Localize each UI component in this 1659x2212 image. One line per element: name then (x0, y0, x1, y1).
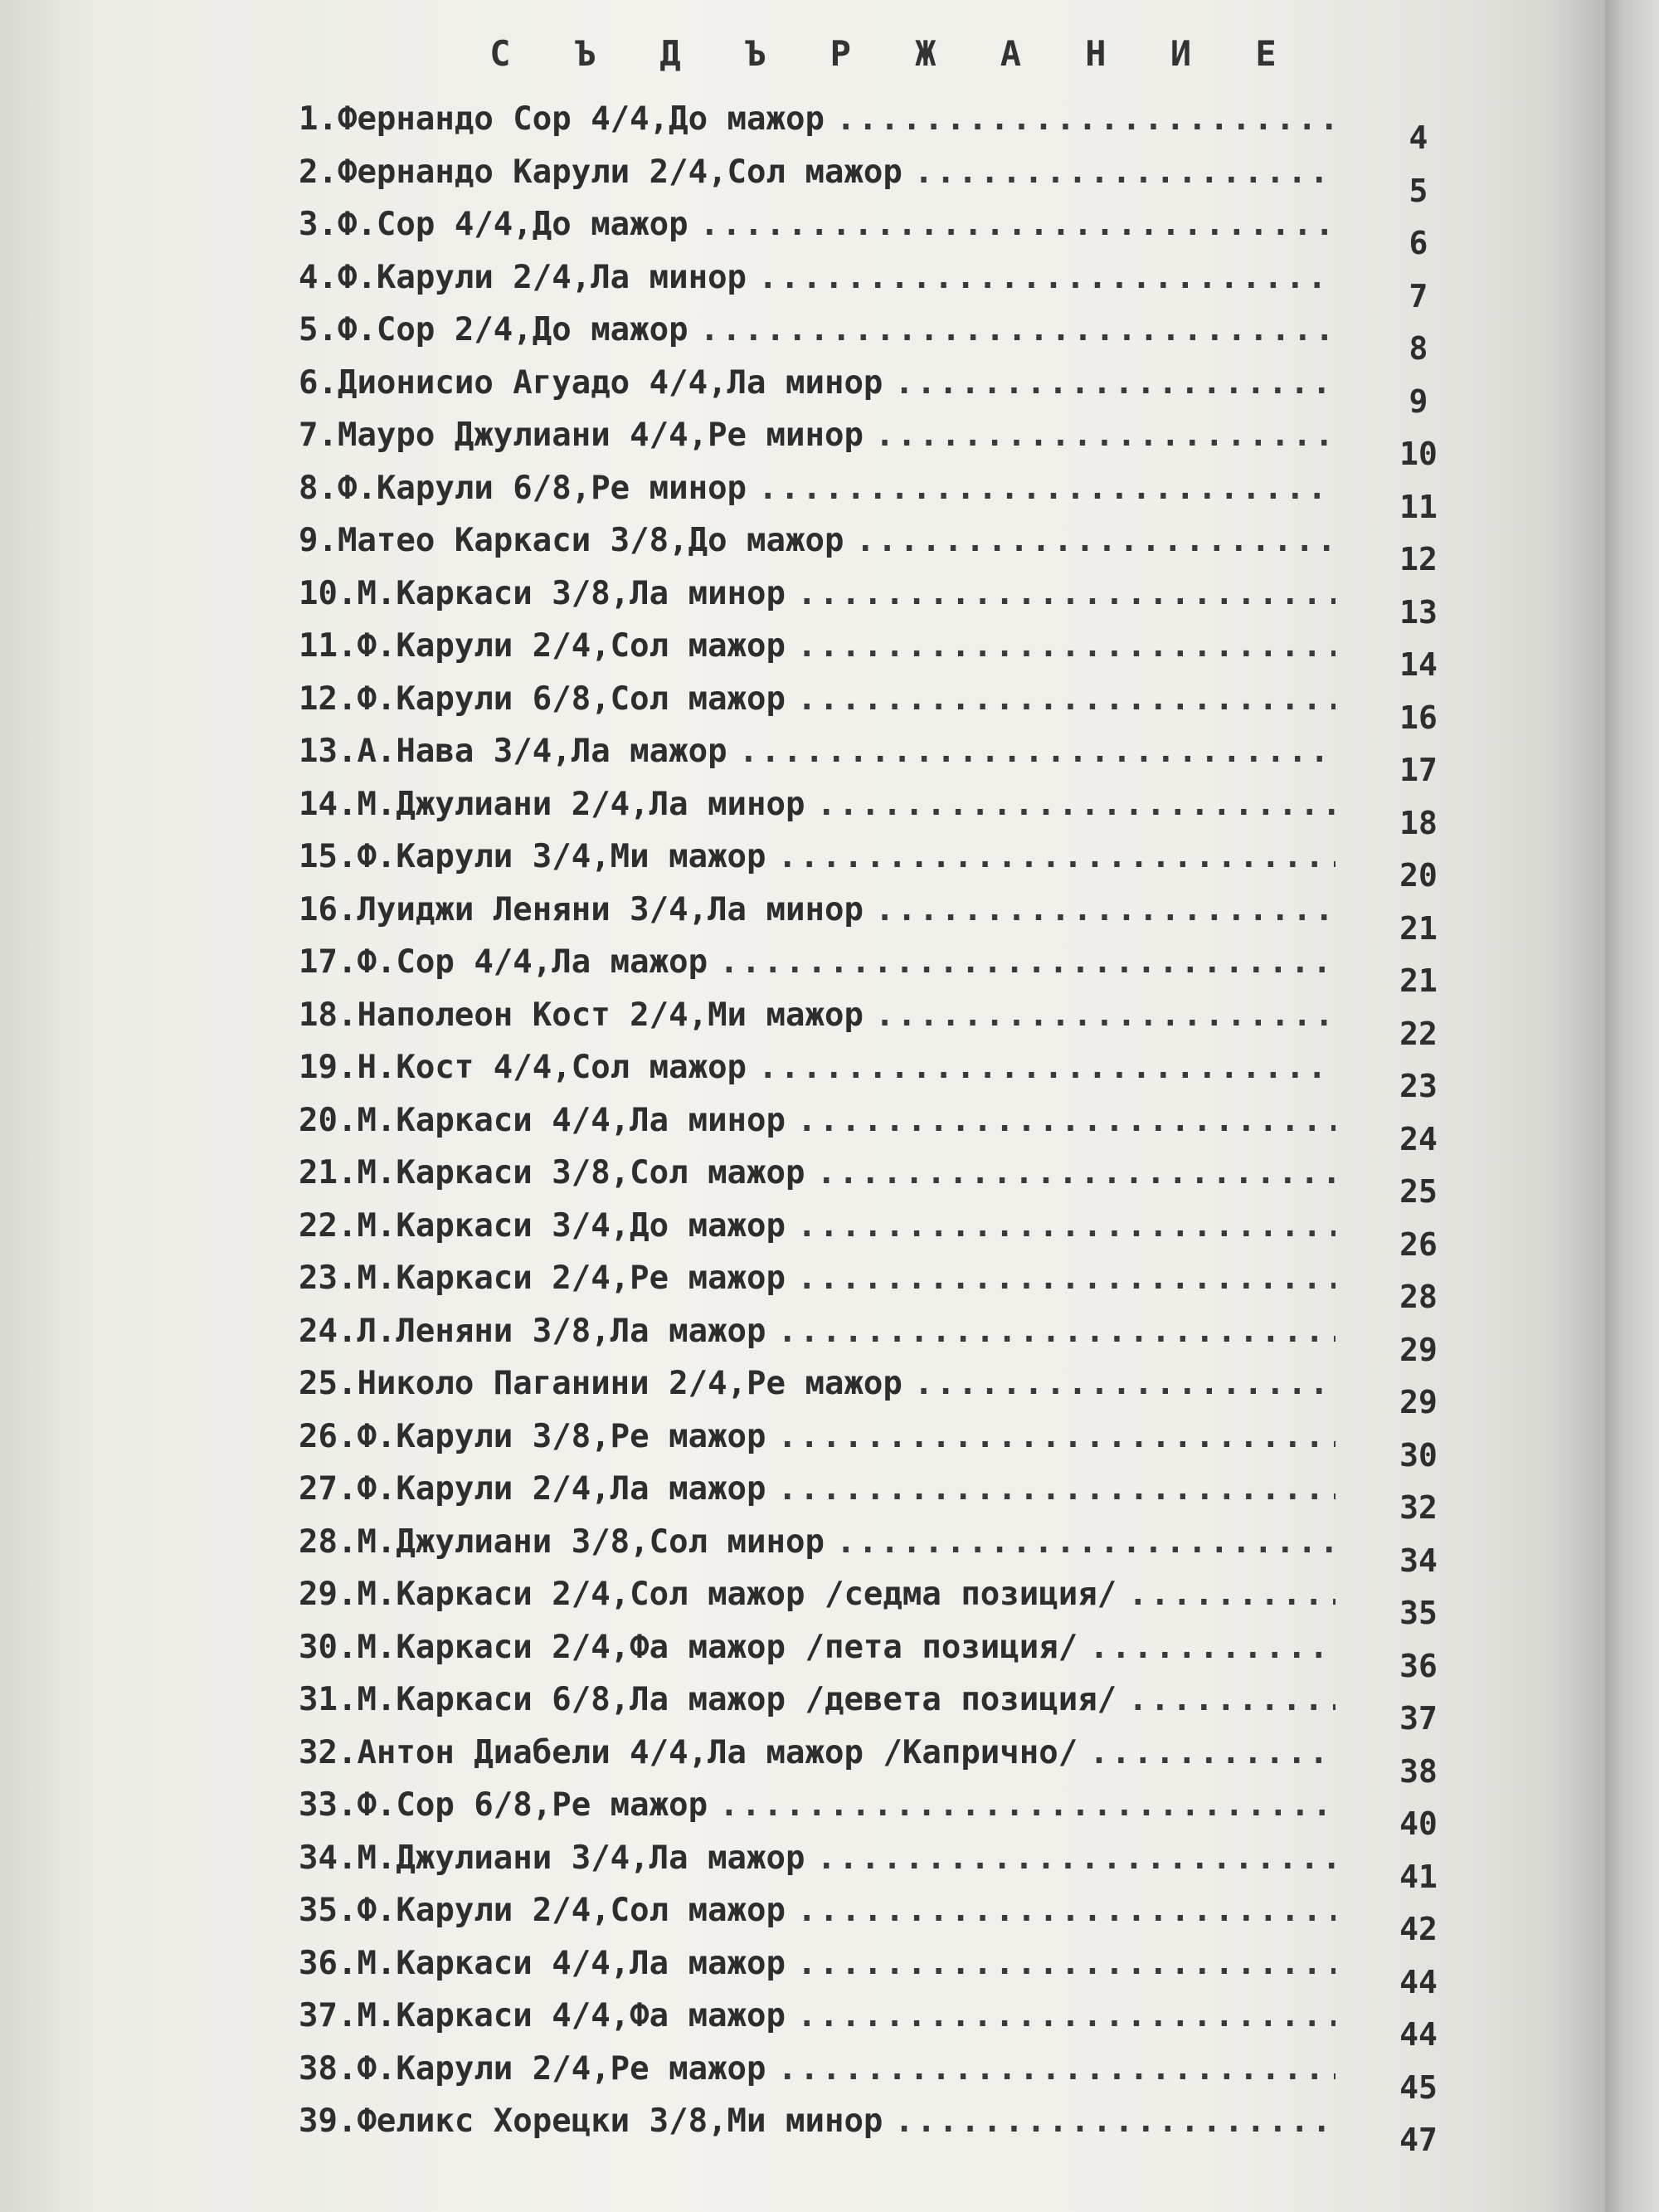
toc-entry-text: 23.М.Каркаси 2/4,Ре мажор (299, 1259, 786, 1297)
toc-row (299, 1678, 1468, 1737)
dot-leader (1089, 1732, 1335, 1775)
toc-row (299, 678, 1468, 736)
toc-entry-text: 33.Ф.Сор 6/8,Ре мажор (299, 1786, 708, 1824)
toc-entry-text: 13.А.Нава 3/4,Ла мажор (299, 733, 727, 770)
toc-entry-text: 16.Луиджи Леняни 3/4,Ла минор (299, 890, 864, 928)
toc-page-number: 8 (1408, 330, 1428, 367)
dot-leader (1128, 1573, 1335, 1616)
toc-page-number: 20 (1399, 857, 1438, 894)
toc-page-number: 35 (1399, 1595, 1438, 1631)
toc-page-number: 10 (1399, 436, 1438, 472)
toc-row (299, 309, 1468, 367)
toc-page-number: 4 (1408, 119, 1428, 156)
toc-row (299, 1784, 1468, 1842)
toc-row (299, 1468, 1468, 1526)
dot-leader (816, 1837, 1335, 1880)
toc-entry-text: 10.М.Каркаси 3/8,Ла минор (299, 574, 786, 612)
toc-row (299, 1362, 1468, 1420)
toc-entry-text: 19.Н.Кост 4/4,Сол мажор (299, 1049, 747, 1086)
toc-entry-text: 22.М.Каркаси 3/4,До мажор (299, 1206, 786, 1245)
toc-row (299, 1889, 1468, 1947)
toc-entry-text: 20.М.Каркаси 4/4,Ла минор (299, 1101, 786, 1139)
toc-page-number: 26 (1399, 1225, 1438, 1263)
dot-leader (894, 362, 1335, 405)
toc-row (299, 1837, 1468, 1895)
toc-row (299, 1626, 1468, 1684)
dot-leader (739, 730, 1335, 773)
toc-entry-text: 4.Ф.Карули 2/4,Ла минор (299, 258, 747, 296)
dot-leader (797, 1257, 1335, 1300)
toc-entry-text: 5.Ф.Сор 2/4,До мажор (299, 311, 688, 348)
dot-leader (875, 889, 1335, 932)
dot-leader (797, 1995, 1335, 2038)
toc-page-number: 45 (1399, 2068, 1438, 2106)
dot-leader (816, 1152, 1335, 1195)
page-shadow-edge (1605, 0, 1659, 2212)
toc-page-number: 37 (1399, 1700, 1438, 1737)
toc-page-number: 18 (1399, 804, 1438, 841)
toc-row (299, 1257, 1468, 1315)
toc-entry-text: 27.Ф.Карули 2/4,Ла мажор (299, 1470, 766, 1508)
toc-page-number: 14 (1399, 646, 1438, 683)
toc-row (299, 1732, 1468, 1790)
dot-leader (797, 1942, 1335, 1985)
toc-page-number: 47 (1399, 2122, 1438, 2158)
toc-entry-text: 8.Ф.Карули 6/8,Ре минор (299, 469, 747, 507)
toc-page-number: 6 (1408, 225, 1428, 261)
toc-page-number: 25 (1399, 1173, 1438, 1210)
toc-row (299, 414, 1468, 472)
toc-row (299, 1152, 1468, 1210)
dot-leader (816, 783, 1335, 826)
dot-leader (797, 625, 1335, 668)
toc-page-number: 41 (1399, 1858, 1438, 1895)
dot-leader (836, 1521, 1335, 1564)
toc-row (299, 1995, 1468, 2053)
dot-leader (797, 572, 1335, 616)
toc-page-number: 38 (1399, 1752, 1438, 1790)
toc-page-number: 24 (1399, 1120, 1438, 1157)
toc-row (299, 98, 1468, 156)
toc-page-number: 32 (1399, 1489, 1438, 1526)
toc-entry-text: 34.М.Джулиани 3/4,Ла мажор (299, 1839, 805, 1877)
toc-page-number: 44 (1399, 1963, 1438, 2000)
dot-leader (700, 309, 1335, 352)
toc-page-number: 16 (1399, 699, 1438, 736)
toc-row (299, 994, 1468, 1052)
toc-page-number: 29 (1399, 1331, 1438, 1368)
toc-row (299, 519, 1468, 577)
dot-leader (778, 836, 1335, 879)
page-title: С Ъ Д Ъ Р Ж А Н И Е (489, 33, 1298, 74)
toc-entry-text: 11.Ф.Карули 2/4,Сол мажор (299, 627, 786, 665)
toc-row (299, 730, 1468, 788)
toc-row (299, 1415, 1468, 1474)
toc-page-number: 40 (1399, 1805, 1438, 1842)
toc-page-number: 9 (1408, 382, 1428, 420)
toc-entry-text: 29.М.Каркаси 2/4,Сол мажор /седма позиция/ (299, 1576, 1117, 1613)
toc-row (299, 625, 1468, 683)
dot-leader (1089, 1626, 1335, 1669)
toc-row (299, 1942, 1468, 2000)
toc-page-number: 21 (1399, 962, 1438, 999)
toc-entry-text: 25.Николо Паганини 2/4,Ре мажор (299, 1365, 902, 1402)
toc-page-number: 22 (1399, 1015, 1438, 1052)
toc-row (299, 256, 1468, 314)
toc-page-number: 12 (1399, 541, 1438, 577)
dot-leader (797, 1099, 1335, 1143)
toc-row (299, 941, 1468, 999)
toc-page-number: 23 (1399, 1068, 1438, 1104)
dot-leader (778, 1468, 1335, 1511)
toc-entry-text: 1.Фернандо Сор 4/4,До мажор (299, 100, 825, 138)
dot-leader (778, 1310, 1335, 1353)
toc-page-number: 7 (1408, 277, 1428, 314)
dot-leader (914, 1362, 1335, 1406)
dot-leader (778, 2048, 1335, 2091)
toc-entry-text: 15.Ф.Карули 3/4,Ми мажор (299, 838, 766, 875)
toc-entry-text: 3.Ф.Сор 4/4,До мажор (299, 206, 688, 243)
toc-row (299, 836, 1468, 894)
dot-leader (758, 1046, 1335, 1089)
toc-entry-text: 21.М.Каркаси 3/8,Сол мажор (299, 1154, 805, 1191)
toc-entry-text: 12.Ф.Карули 6/8,Сол мажор (299, 680, 786, 718)
dot-leader (719, 1784, 1335, 1827)
toc-entry-text: 9.Матео Каркаси 3/8,До мажор (299, 522, 844, 559)
toc-row (299, 2100, 1468, 2158)
toc-page-number: 13 (1399, 593, 1438, 631)
toc-entry-text: 2.Фернандо Карули 2/4,Сол мажор (299, 153, 902, 191)
dot-leader (700, 203, 1335, 246)
toc-entry-text: 28.М.Джулиани 3/8,Сол минор (299, 1523, 825, 1561)
toc-row (299, 203, 1468, 261)
toc-entry-text: 39.Феликс Хорецки 3/8,Ми минор (299, 2102, 883, 2140)
table-of-contents (299, 98, 1468, 2158)
toc-entry-text: 35.Ф.Карули 2/4,Сол мажор (299, 1892, 786, 1929)
toc-entry-text: 30.М.Каркаси 2/4,Фа мажор /пета позиция/ (299, 1628, 1078, 1666)
dot-leader (894, 2100, 1335, 2143)
dot-leader (797, 1889, 1335, 1932)
toc-page-number: 28 (1399, 1279, 1438, 1315)
toc-row (299, 1099, 1468, 1157)
toc-page-number: 34 (1399, 1542, 1438, 1579)
toc-page-number: 11 (1399, 488, 1438, 525)
toc-entry-text: 31.М.Каркаси 6/8,Ла мажор /девета позиция/ (299, 1681, 1117, 1718)
toc-entry-text: 32.Антон Диабели 4/4,Ла мажор /Капрично/ (299, 1733, 1078, 1771)
toc-row (299, 151, 1468, 209)
dot-leader (797, 678, 1335, 721)
toc-row (299, 572, 1468, 631)
toc-page-number: 36 (1399, 1647, 1438, 1684)
toc-entry-text: 18.Наполеон Кост 2/4,Ми мажор (299, 996, 864, 1034)
dot-leader (1128, 1678, 1335, 1722)
toc-page-number: 17 (1399, 752, 1438, 788)
toc-page-number: 30 (1399, 1436, 1438, 1474)
toc-page-number: 5 (1408, 172, 1428, 209)
toc-row (299, 2048, 1468, 2106)
toc-page-number: 44 (1399, 2016, 1438, 2053)
dot-leader (836, 98, 1335, 141)
toc-entry-text: 37.М.Каркаси 4/4,Фа мажор (299, 1997, 786, 2034)
dot-leader (875, 414, 1335, 457)
dot-leader (875, 994, 1335, 1037)
toc-entry-text: 38.Ф.Карули 2/4,Ре мажор (299, 2049, 766, 2088)
toc-entry-text: 7.Мауро Джулиани 4/4,Ре минор (299, 417, 864, 454)
toc-page-number: 42 (1399, 1911, 1438, 1947)
toc-row (299, 1046, 1468, 1104)
dot-leader (797, 1205, 1335, 1248)
toc-row (299, 783, 1468, 841)
dot-leader (855, 519, 1335, 563)
dot-leader (719, 941, 1335, 984)
toc-row (299, 1310, 1468, 1368)
toc-entry-text: 17.Ф.Сор 4/4,Ла мажор (299, 943, 708, 981)
toc-row (299, 362, 1468, 420)
toc-entry-text: 6.Дионисио Агуадо 4/4,Ла минор (299, 363, 883, 402)
toc-page-number: 29 (1399, 1384, 1438, 1420)
toc-entry-text: 26.Ф.Карули 3/8,Ре мажор (299, 1417, 766, 1455)
toc-row (299, 889, 1468, 947)
toc-entry-text: 36.М.Каркаси 4/4,Ла мажор (299, 1944, 786, 1982)
toc-row (299, 467, 1468, 525)
dot-leader (758, 256, 1335, 300)
dot-leader (778, 1415, 1335, 1459)
toc-page-number: 21 (1399, 909, 1438, 947)
toc-row (299, 1573, 1468, 1631)
toc-row (299, 1521, 1468, 1579)
dot-leader (758, 467, 1335, 510)
dot-leader (914, 151, 1335, 194)
toc-entry-text: 14.М.Джулиани 2/4,Ла минор (299, 785, 805, 823)
toc-entry-text: 24.Л.Леняни 3/8,Ла мажор (299, 1312, 766, 1350)
toc-row (299, 1205, 1468, 1263)
